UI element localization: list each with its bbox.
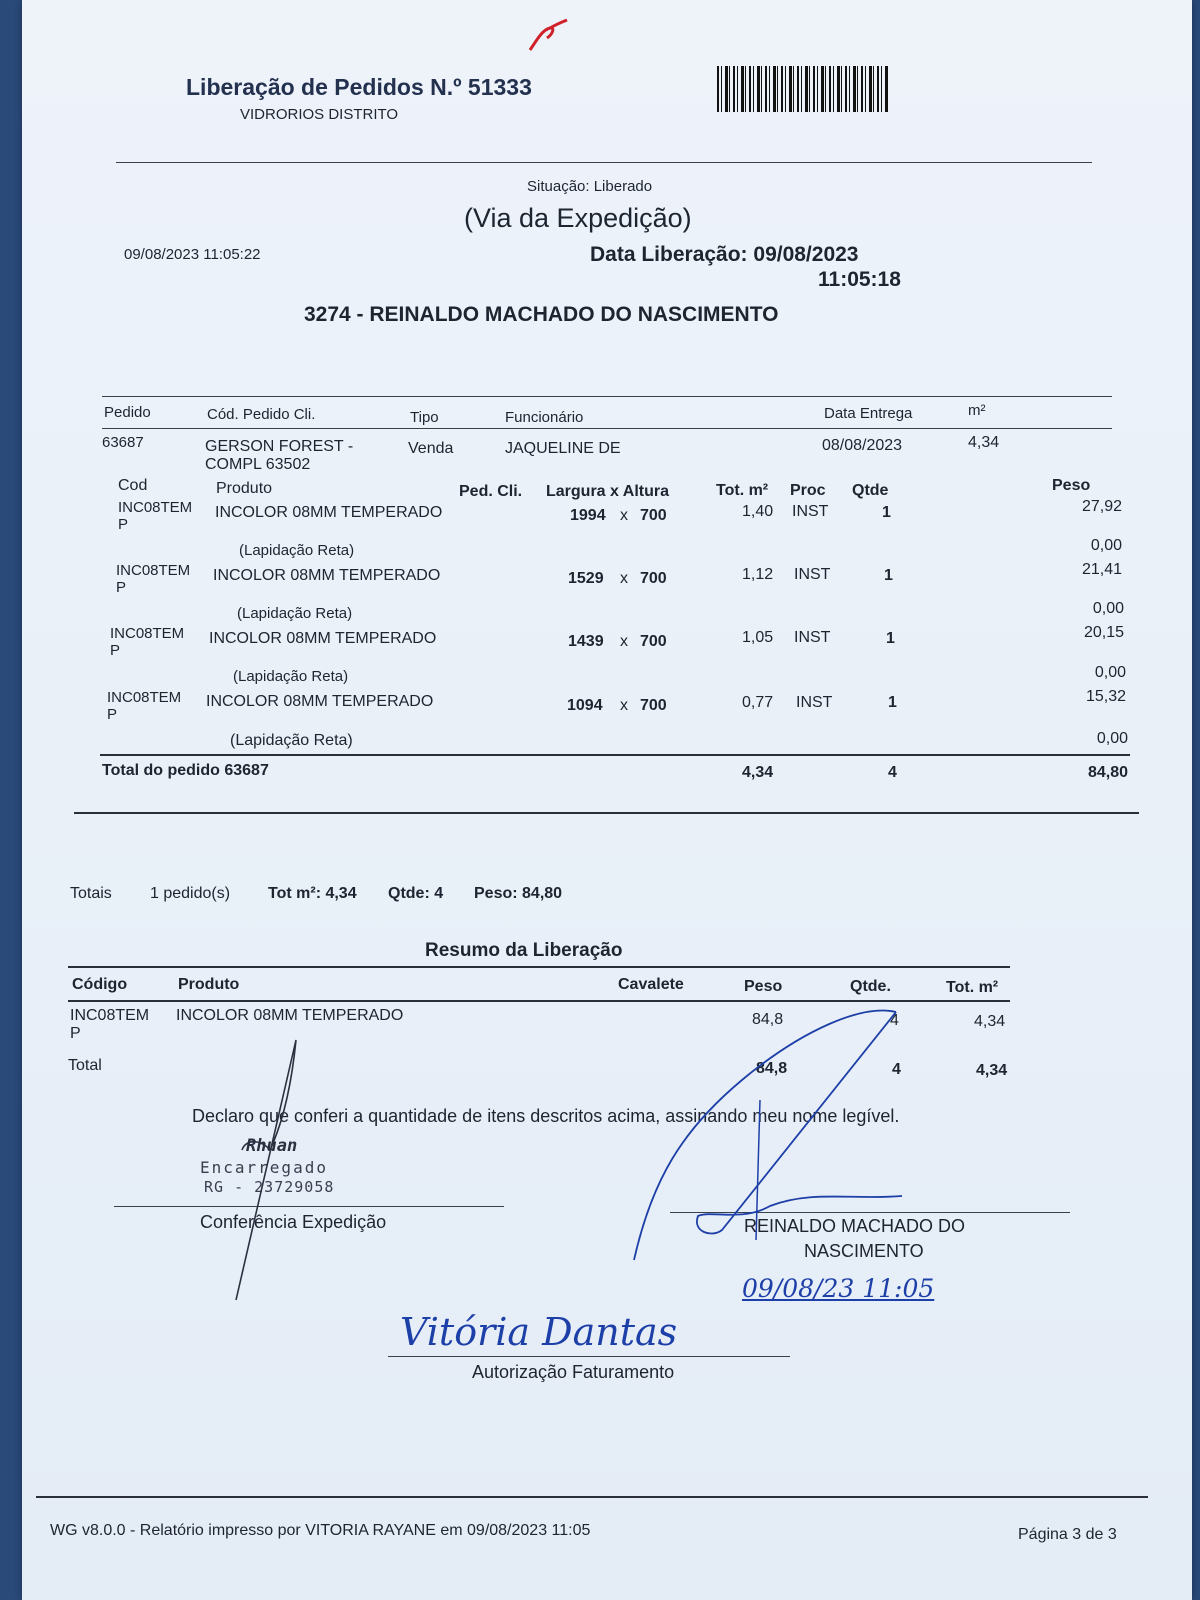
totais-qtde: Qtde: 4 <box>388 885 444 902</box>
item-product: INCOLOR 08MM TEMPERADO <box>209 630 437 647</box>
item-sub-peso: 0,00 <box>1094 664 1126 681</box>
declaration-text: Declaro que conferi a quantidade de itens descritos acima, assinando meu nome legível. <box>192 1106 900 1126</box>
item-altura: 700 <box>640 633 667 650</box>
cod-pedido-cli-line1: GERSON FOREST - <box>205 438 354 455</box>
company-name: VIDRORIOS DISTRITO <box>240 106 399 123</box>
item-largura: 1094 <box>567 697 603 714</box>
item-largura: 1994 <box>570 507 606 524</box>
col-funcionario: Funcionário <box>505 409 584 426</box>
item-altura: 700 <box>640 570 667 587</box>
item-peso: 15,32 <box>1085 688 1126 705</box>
item-code-suffix: P <box>110 642 121 659</box>
autorizacao-label: Autorização Faturamento <box>472 1362 675 1382</box>
item-code-suffix: P <box>118 516 129 533</box>
resumo-col-cavalete: Cavalete <box>618 976 684 993</box>
col-m2: m² <box>968 402 986 419</box>
conferencia-label: Conferência Expedição <box>200 1212 387 1232</box>
signature-strokes <box>22 0 1192 1600</box>
autorizacao-line <box>388 1356 790 1357</box>
client-name: 3274 - REINALDO MACHADO DO NASCIMENTO <box>304 303 779 326</box>
item-x: x <box>620 570 628 587</box>
item-qtde: 1 <box>886 630 895 647</box>
item-largura: 1529 <box>568 570 604 587</box>
item-code: INC08TEM <box>110 625 185 642</box>
item-x: x <box>620 507 628 524</box>
m2-value: 4,34 <box>968 434 1000 451</box>
order-table-header-rule <box>102 428 1112 429</box>
resumo-col-codigo: Código <box>72 976 128 993</box>
item-peso: 21,41 <box>1081 561 1122 578</box>
totais-peso: Peso: 84,80 <box>474 885 563 902</box>
items-col-tot-m2: Tot. m² <box>716 482 769 499</box>
client-sig-name-line1: REINALDO MACHADO DO <box>744 1216 966 1236</box>
item-altura: 700 <box>640 697 667 714</box>
handwritten-date: 09/08/23 11:05 <box>742 1274 935 1303</box>
client-sig-name-line2: NASCIMENTO <box>804 1241 924 1261</box>
item-qtde: 1 <box>888 694 897 711</box>
item-sub: (Lapidação Reta) <box>230 732 353 749</box>
resumo-row-tot-m2: 4,34 <box>974 1013 1006 1030</box>
cod-pedido-cli-line2: COMPL 63502 <box>205 456 311 473</box>
resumo-row-peso: 84,8 <box>752 1011 784 1028</box>
item-code: INC08TEM <box>116 562 191 579</box>
resumo-row-codigo: INC08TEM <box>70 1007 150 1024</box>
totais-label: Totais <box>70 885 112 902</box>
order-total-qtde: 4 <box>888 764 897 781</box>
item-x: x <box>620 633 628 650</box>
tipo-value: Venda <box>408 440 454 457</box>
print-timestamp: 09/08/2023 11:05:22 <box>124 246 261 263</box>
items-col-ped-cli: Ped. Cli. <box>459 483 523 500</box>
resumo-total-tot-m2: 4,34 <box>976 1062 1008 1079</box>
item-sub-peso: 0,00 <box>1096 730 1128 747</box>
resumo-total-label: Total <box>68 1057 102 1074</box>
item-product: INCOLOR 08MM TEMPERADO <box>206 693 434 710</box>
item-sub-peso: 0,00 <box>1092 600 1124 617</box>
item-code-suffix: P <box>116 579 127 596</box>
item-sub-peso: 0,00 <box>1090 537 1122 554</box>
order-total-m2: 4,34 <box>742 764 774 781</box>
item-sub: (Lapidação Reta) <box>233 668 349 685</box>
item-code-suffix: P <box>107 706 118 723</box>
situacao: Situação: Liberado <box>527 178 653 195</box>
conferencia-signature-line <box>114 1206 504 1207</box>
item-tot-m2: 0,77 <box>742 694 774 711</box>
stamp-name: Rhuan <box>246 1136 298 1156</box>
item-tot-m2: 1,12 <box>742 566 774 583</box>
pedido-value: 63687 <box>102 434 144 451</box>
stamp-rg: RG - 23729058 <box>204 1178 335 1196</box>
item-sub: (Lapidação Reta) <box>239 542 355 559</box>
items-col-largura-altura: Largura x Altura <box>546 483 669 500</box>
resumo-col-qtde: Qtde. <box>850 978 891 995</box>
resumo-row-codigo-suffix: P <box>70 1025 81 1042</box>
item-peso: 20,15 <box>1083 624 1124 641</box>
items-col-peso: Peso <box>1052 477 1091 494</box>
totais-tot-m2: Tot m²: 4,34 <box>268 885 357 902</box>
item-sub: (Lapidação Reta) <box>237 605 353 622</box>
item-proc: INST <box>794 629 831 646</box>
item-code: INC08TEM <box>118 499 193 516</box>
document-page <box>22 0 1192 1600</box>
col-tipo: Tipo <box>410 409 439 426</box>
items-col-cod: Cod <box>118 477 148 494</box>
item-proc: INST <box>794 566 831 583</box>
funcionario-value: JAQUELINE DE <box>505 440 621 457</box>
item-altura: 700 <box>640 507 667 524</box>
resumo-top-rule <box>68 966 1010 968</box>
item-peso: 27,92 <box>1081 498 1122 515</box>
resumo-title: Resumo da Liberação <box>425 940 623 961</box>
footer-page: Página 3 de 3 <box>1018 1526 1117 1543</box>
items-col-produto: Produto <box>216 480 273 497</box>
col-cod-pedido-cli: Cód. Pedido Cli. <box>207 406 316 423</box>
footer-report: WG v8.0.0 - Relatório impresso por VITORIA RAYANE em 09/08/2023 11:05 <box>50 1522 591 1539</box>
item-x: x <box>620 697 628 714</box>
footer-rule <box>36 1496 1148 1498</box>
resumo-col-peso: Peso <box>744 978 783 995</box>
client-signature-line <box>670 1212 1070 1213</box>
col-pedido: Pedido <box>104 404 151 421</box>
via-label: (Via da Expedição) <box>464 203 692 233</box>
red-check-mark <box>22 0 1192 120</box>
items-col-qtde: Qtde <box>852 482 889 499</box>
resumo-header-rule <box>68 1000 1010 1002</box>
barcode <box>717 66 889 112</box>
section-divider <box>74 812 1139 814</box>
order-total-label: Total do pedido 63687 <box>102 762 269 779</box>
item-code: INC08TEM <box>107 689 182 706</box>
col-data-entrega: Data Entrega <box>824 405 913 422</box>
items-col-proc: Proc <box>790 482 826 499</box>
item-tot-m2: 1,40 <box>742 503 774 520</box>
data-entrega-value: 08/08/2023 <box>822 437 903 454</box>
authorizer-signature: Vitória Dantas <box>400 1310 678 1354</box>
item-qtde: 1 <box>884 567 893 584</box>
order-table-top-rule <box>102 396 1112 397</box>
resumo-row-produto: INCOLOR 08MM TEMPERADO <box>176 1007 404 1024</box>
stamp-role: Encarregado <box>200 1158 328 1177</box>
item-product: INCOLOR 08MM TEMPERADO <box>213 567 441 584</box>
resumo-col-produto: Produto <box>178 976 240 993</box>
order-total-peso: 84,80 <box>1087 764 1128 781</box>
item-proc: INST <box>792 503 829 520</box>
header-divider <box>116 162 1092 163</box>
totais-pedidos: 1 pedido(s) <box>150 885 231 902</box>
resumo-total-qtde: 4 <box>892 1061 901 1078</box>
item-tot-m2: 1,05 <box>742 629 774 646</box>
resumo-row-qtde: 4 <box>890 1012 899 1029</box>
document-title: Liberação de Pedidos N.º 51333 <box>186 74 532 100</box>
data-liberacao: Data Liberação: 09/08/2023 <box>590 243 859 266</box>
item-proc: INST <box>796 694 833 711</box>
item-product: INCOLOR 08MM TEMPERADO <box>215 504 443 521</box>
item-largura: 1439 <box>568 633 604 650</box>
items-total-rule <box>100 754 1130 756</box>
data-liberacao-time: 11:05:18 <box>818 268 901 291</box>
item-qtde: 1 <box>882 504 891 521</box>
resumo-total-peso: 84,8 <box>756 1060 788 1077</box>
resumo-col-tot-m2: Tot. m² <box>946 979 999 996</box>
